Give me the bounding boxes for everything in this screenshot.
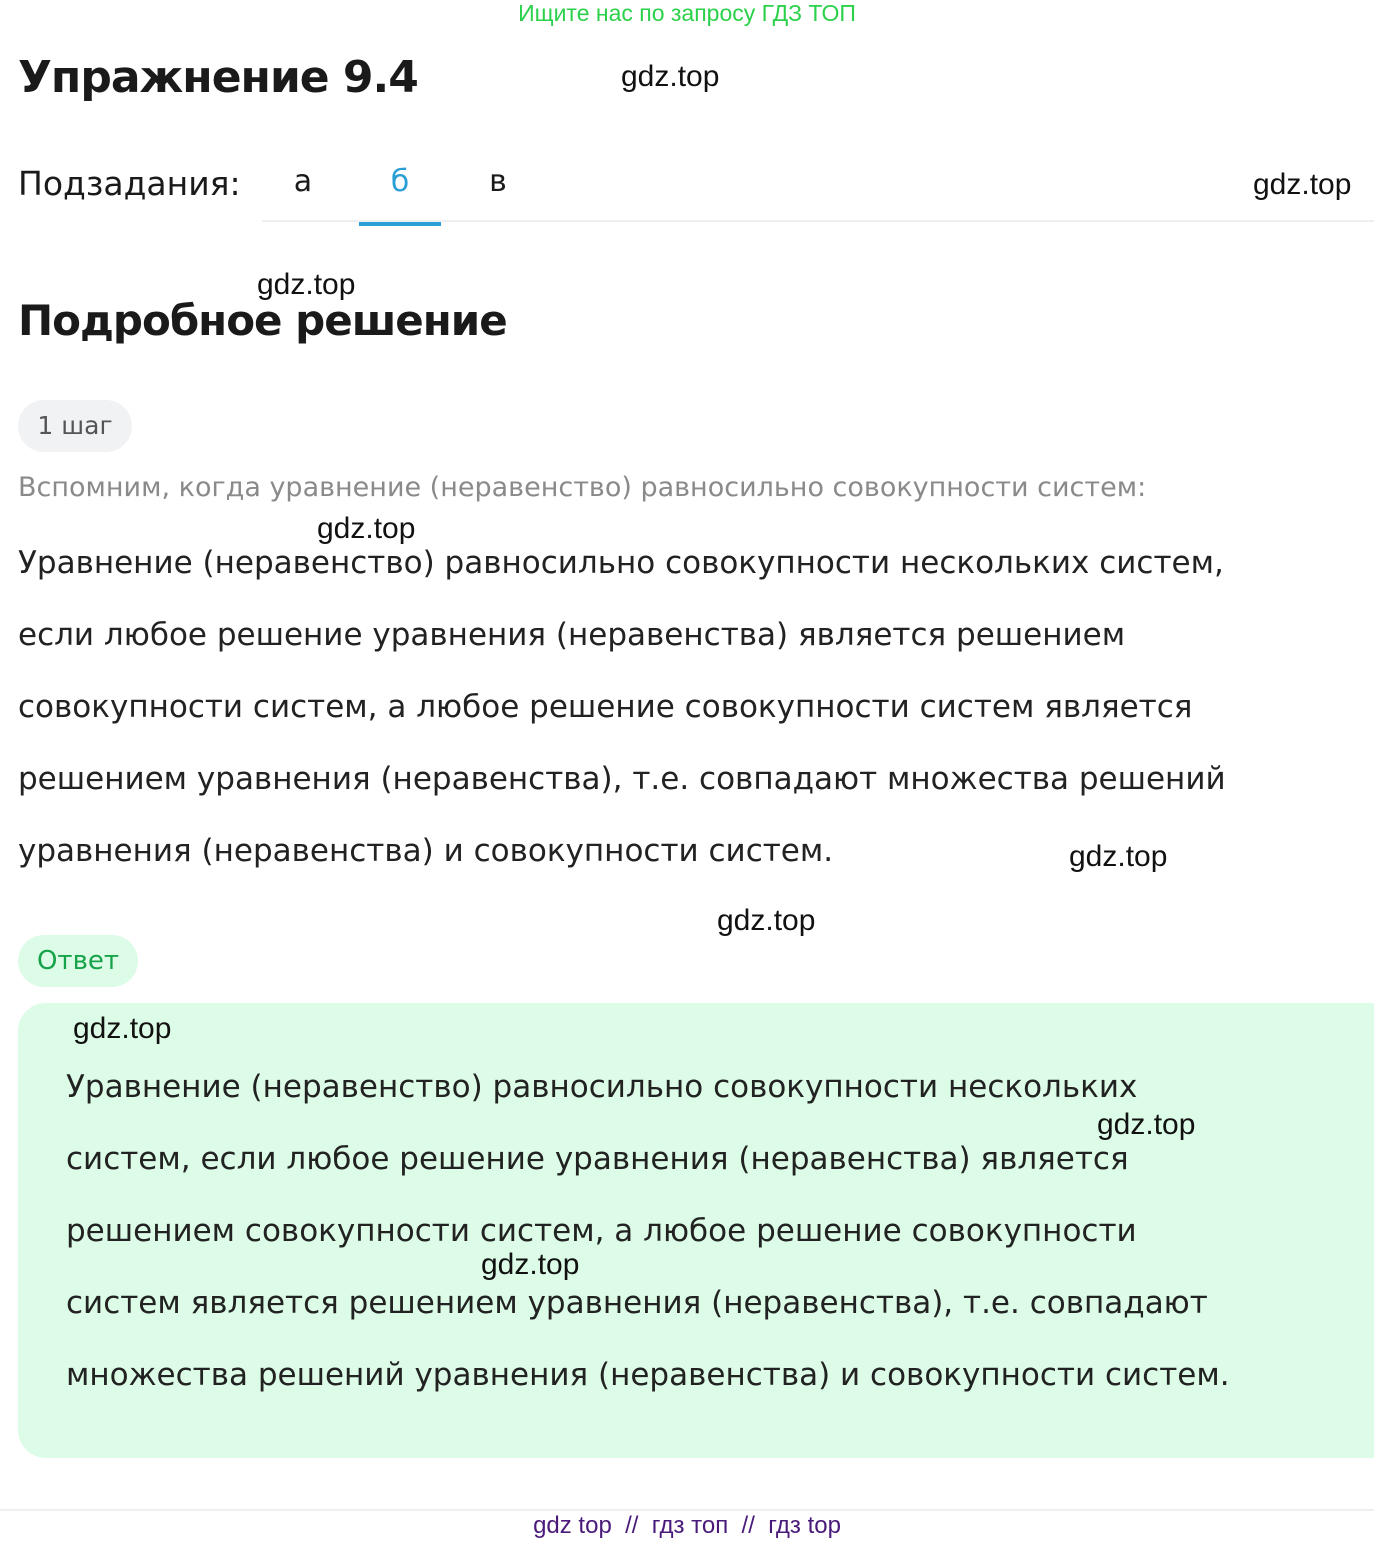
watermark: gdz.top: [73, 1012, 172, 1045]
search-banner: Ищите нас по запросу ГДЗ ТОП: [518, 0, 856, 26]
watermark: gdz.top: [1069, 840, 1168, 873]
footer-links[interactable]: gdz top // гдз топ // гдз top: [533, 1512, 841, 1539]
watermark: gdz.top: [317, 512, 416, 545]
answer-line: систем является решением уравнения (неравенства), т.е. совпадают: [66, 1285, 1208, 1321]
watermark: gdz.top: [1097, 1108, 1196, 1141]
answer-line: решением совокупности систем, а любое решение совокупности: [66, 1213, 1137, 1249]
solution-line: совокупности систем, а любое решение совокупности систем является: [18, 689, 1193, 725]
tab-v[interactable]: в: [489, 164, 507, 199]
subtasks-label: Подзадания:: [18, 164, 241, 203]
watermark: gdz.top: [257, 268, 356, 301]
answer-line: Уравнение (неравенство) равносильно совокупности нескольких: [66, 1069, 1138, 1105]
tab-a[interactable]: а: [293, 164, 313, 199]
hint-text: Вспомним, когда уравнение (неравенство) равносильно совокупности систем:: [18, 472, 1147, 503]
footer-divider: [0, 1509, 1374, 1511]
tab-b[interactable]: б: [359, 164, 441, 226]
answer-line: множества решений уравнения (неравенства) и совокупности систем.: [66, 1357, 1230, 1393]
watermark: gdz.top: [717, 904, 816, 937]
answer-badge: Ответ: [18, 935, 138, 987]
solution-line: Уравнение (неравенство) равносильно совокупности нескольких систем,: [18, 545, 1224, 581]
answer-line: систем, если любое решение уравнения (неравенства) является: [66, 1141, 1129, 1177]
section-title: Подробное решение: [18, 296, 507, 345]
solution-line: если любое решение уравнения (неравенства) является решением: [18, 617, 1126, 653]
step-badge: 1 шаг: [18, 400, 132, 452]
page-title: Упражнение 9.4: [18, 52, 418, 103]
solution-line: уравнения (неравенства) и совокупности систем.: [18, 833, 834, 869]
solution-line: решением уравнения (неравенства), т.е. совпадают множества решений: [18, 761, 1226, 797]
watermark: gdz.top: [621, 60, 720, 93]
watermark: gdz.top: [1253, 168, 1352, 201]
watermark: gdz.top: [481, 1248, 580, 1281]
